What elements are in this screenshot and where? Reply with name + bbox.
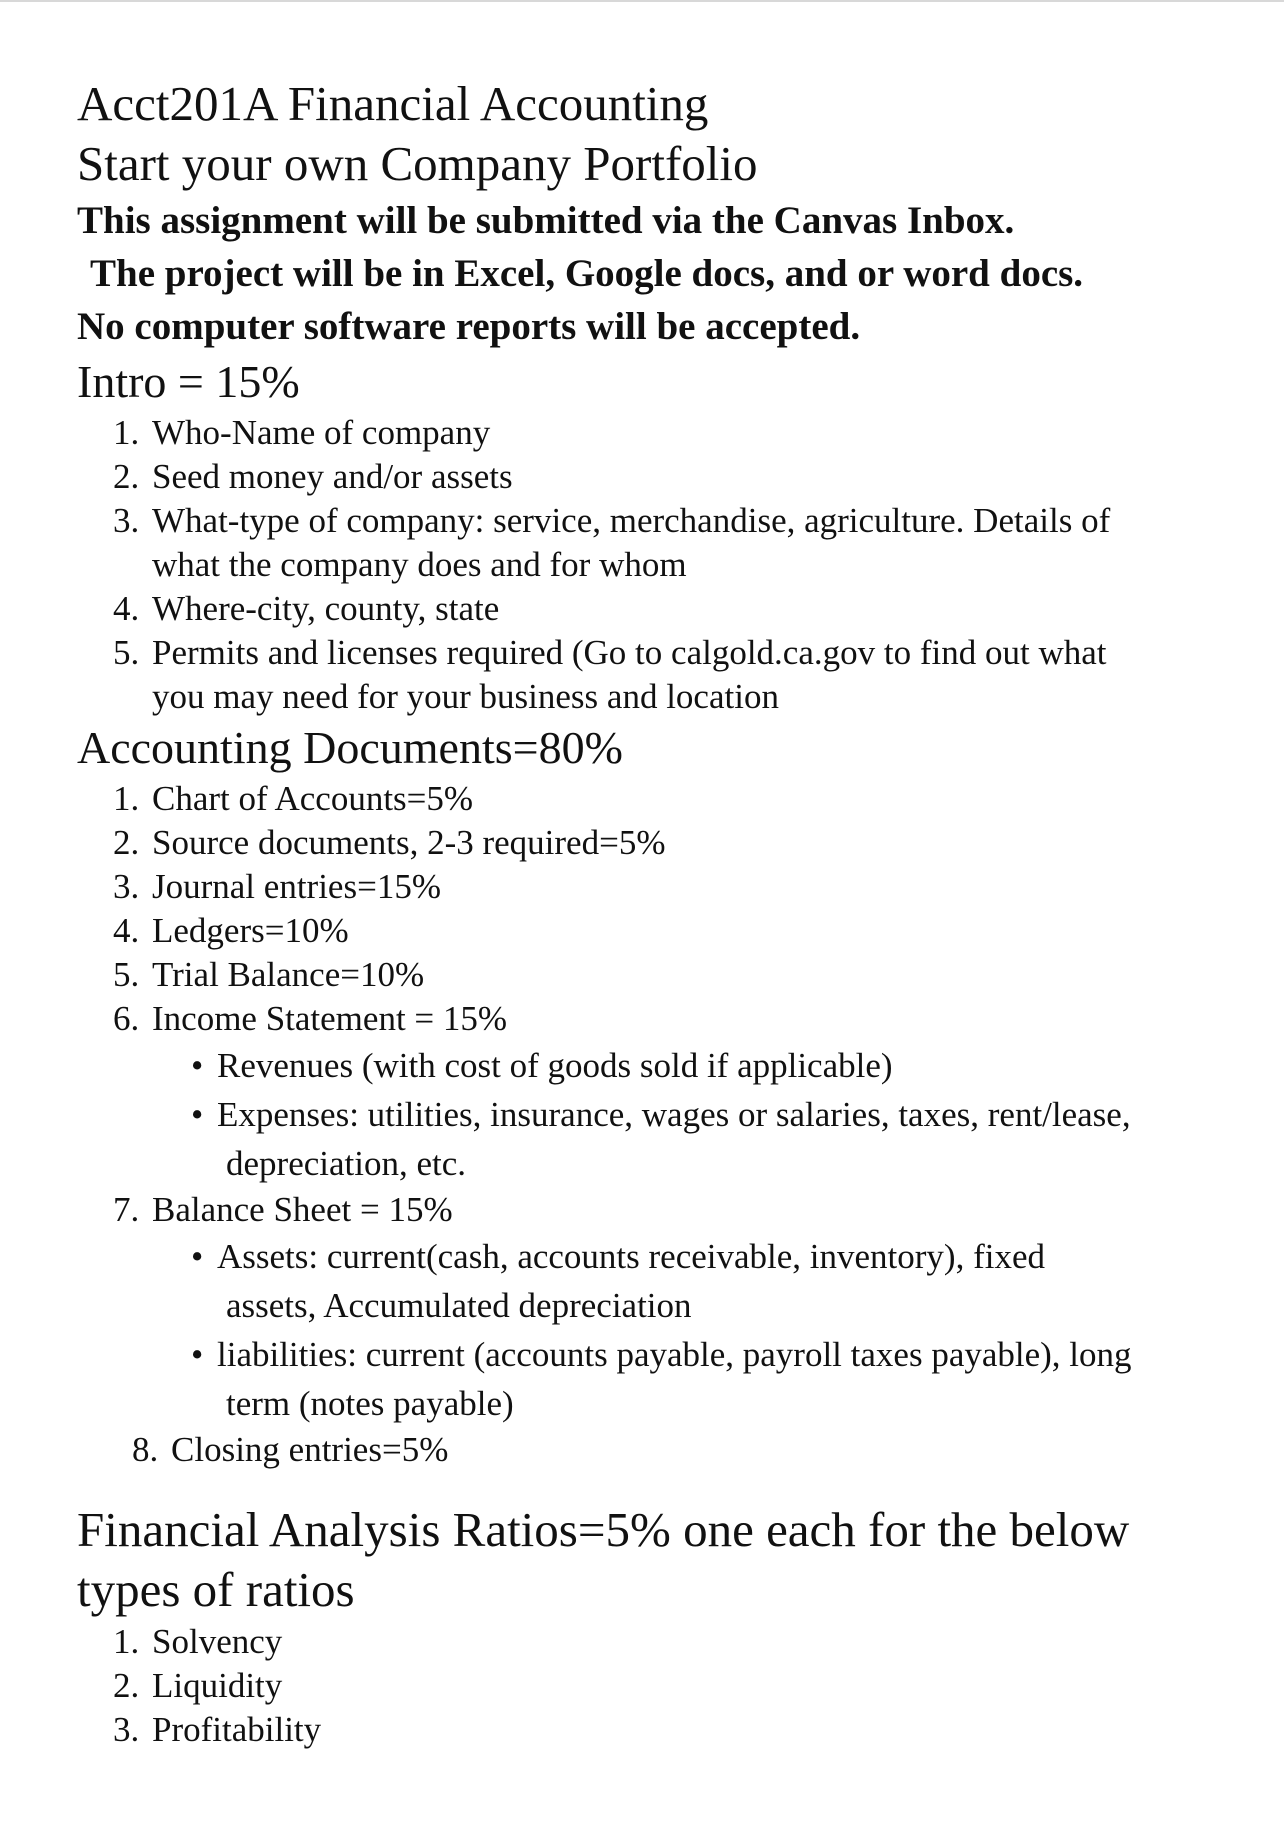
bullet-item: • Expenses: utilities, insurance, wages or salaries, taxes, rent/lease, depreciation, etc. [77,1090,1267,1188]
accounting-item: 7. Balance Sheet = 15% [113,1190,453,1229]
notice-format: The project will be in Excel, Google docs, and or word docs. [90,252,1084,295]
ratio-item: 3. Profitability [113,1710,322,1749]
ratios-heading-cont: types of ratios [77,1562,355,1617]
accounting-item: 1. Chart of Accounts=5% [113,779,474,818]
bullet-item: • Revenues (with cost of goods sold if applicable) [77,1041,1267,1090]
top-border [0,0,1284,2]
accounting-item: 6. Income Statement = 15% [113,999,508,1038]
bullet-icon: • [191,1046,204,1085]
intro-list [77,411,1267,719]
ratio-item: 2. Liquidity [113,1666,283,1705]
intro-item: 3. What-type of company: service, merchandise, agriculture. Details of what the company does and for whom [113,501,1111,584]
bullet-item: • Assets: current(cash, accounts receivable, inventory), fixed assets, Accumulated depreciation [77,1232,1267,1330]
accounting-heading: Accounting Documents=80% [77,722,623,773]
bullet-icon: • [191,1335,204,1374]
accounting-item: 3. Journal entries=15% [113,867,441,906]
intro-item: 2. Seed money and/or assets [113,457,513,496]
bullet-icon: • [191,1237,204,1276]
project-title: Start your own Company Portfolio [77,136,758,191]
accounting-item: 2. Source documents, 2-3 required=5% [113,823,666,862]
notice-submission: This assignment will be submitted via the Canvas Inbox. [77,199,1015,242]
accounting-list-end [77,1428,1267,1472]
accounting-item: 5. Trial Balance=10% [113,955,425,994]
ratios-list [77,1620,1267,1752]
ratios-heading: Financial Analysis Ratios=5% one each for the below [77,1502,1130,1557]
intro-item: 1. Who-Name of company [113,413,491,452]
assignment-document [77,74,1267,1752]
balance-sheet-bullets [77,1232,1267,1428]
course-title: Acct201A Financial Accounting [77,76,709,131]
bullet-item: • liabilities: current (accounts payable, payroll taxes payable), long term (notes payable) [77,1330,1267,1428]
ratio-item: 1. Solvency [113,1622,283,1661]
accounting-list-cont [77,1188,1267,1232]
intro-item: 4. Where-city, county, state [113,589,500,628]
accounting-list [77,777,1267,1041]
bullet-icon: • [191,1095,204,1134]
intro-item: 5. Permits and licenses required (Go to calgold.ca.gov to find out what you may need for your business and location [113,633,1107,716]
accounting-item: 8. Closing entries=5% [132,1430,449,1469]
notice-no-software: No computer software reports will be accepted. [77,305,861,348]
accounting-item: 4. Ledgers=10% [113,911,349,950]
intro-heading: Intro = 15% [77,356,300,407]
income-statement-bullets [77,1041,1267,1188]
